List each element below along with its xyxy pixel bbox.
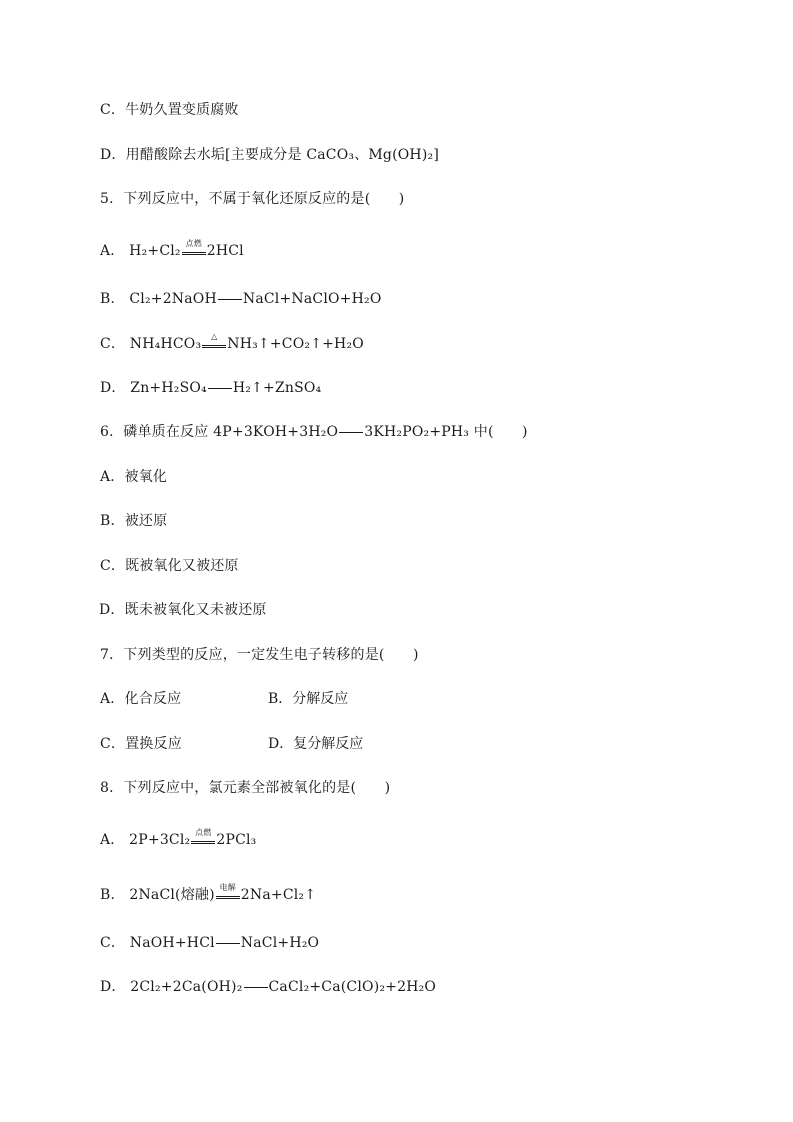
reaction-condition-sign xyxy=(216,885,240,905)
option-label: A． xyxy=(100,243,125,259)
equation-right: NaCl+NaClO+H₂O xyxy=(242,291,382,307)
q5-stem: 5．下列反应中，不属于氧化还原反应的是( ) xyxy=(100,191,405,207)
equals-bar xyxy=(216,943,240,944)
equation-left: H₂+Cl₂ xyxy=(129,243,181,259)
q8-option-a xyxy=(100,830,256,850)
q6-stem-right: 3KH₂PO₂+PH₃ 中( ) xyxy=(364,424,528,440)
q6-option-c: C．既被氧化又被还原 xyxy=(100,558,239,574)
equation-left: 2P+3Cl₂ xyxy=(129,832,191,848)
equals-sign xyxy=(216,933,240,953)
q5-option-b xyxy=(100,289,382,309)
q6-option-b: B．被还原 xyxy=(100,513,168,529)
reaction-condition: 点燃 xyxy=(195,828,212,837)
equation-right: CaCl₂+Ca(ClO)₂+2H₂O xyxy=(268,979,437,995)
q7-option-a: A．化合反应 xyxy=(100,691,182,707)
equals-sign xyxy=(208,378,232,398)
equation-left: 2NaCl(熔融) xyxy=(129,887,215,903)
q8-option-b xyxy=(100,885,316,905)
reaction-condition-sign xyxy=(191,830,215,850)
option-label: B． xyxy=(100,291,125,307)
q8-option-d xyxy=(100,977,436,997)
equals-sign xyxy=(339,422,363,442)
equation-left: NaOH+HCl xyxy=(129,935,215,951)
reaction-condition-sign xyxy=(182,241,206,261)
option-label: C． xyxy=(100,935,126,951)
equation-right: H₂↑+ZnSO₄ xyxy=(232,380,322,396)
option-label: D． xyxy=(100,979,126,995)
reaction-condition-sign xyxy=(202,334,226,354)
reaction-condition: 点燃 xyxy=(185,239,202,248)
reaction-condition: 电解 xyxy=(219,883,236,892)
q5-option-c xyxy=(100,334,364,354)
option-label: B． xyxy=(100,887,125,903)
equation-left: Zn+H₂SO₄ xyxy=(130,380,207,396)
equals-bar xyxy=(339,432,363,433)
equation-right: 2HCl xyxy=(206,243,244,259)
reaction-condition: △ xyxy=(211,332,218,341)
q6-stem xyxy=(100,422,528,442)
equation-left: Cl₂+2NaOH xyxy=(129,291,217,307)
q7-option-c: C．置换反应 xyxy=(100,736,182,752)
equals-bar xyxy=(244,987,268,988)
equals-bar xyxy=(208,388,232,389)
double-bar xyxy=(202,345,226,348)
q6-option-d: D．既未被氧化又未被还原 xyxy=(99,602,267,618)
q4-option-c: C．牛奶久置变质腐败 xyxy=(100,102,239,118)
q8-option-c xyxy=(100,933,319,953)
option-label: D． xyxy=(100,380,126,396)
equals-sign xyxy=(218,289,242,309)
q5-option-d xyxy=(100,378,321,398)
q7-option-d: D．复分解反应 xyxy=(268,736,364,752)
equation-right: 2PCl₃ xyxy=(216,832,257,848)
option-label: A． xyxy=(100,832,125,848)
q6-option-a: A．被氧化 xyxy=(100,469,168,485)
equals-bar xyxy=(218,299,242,300)
double-bar xyxy=(182,252,206,255)
double-bar xyxy=(191,841,215,844)
option-label: C． xyxy=(100,336,126,352)
equation-right: NaCl+H₂O xyxy=(240,935,320,951)
equation-right: 2Na+Cl₂↑ xyxy=(240,887,317,903)
equation-left: 2Cl₂+2Ca(OH)₂ xyxy=(130,979,243,995)
q7-stem: 7．下列类型的反应，一定发生电子转移的是( ) xyxy=(100,647,419,663)
q4-option-d: D．用醋酸除去水垢[主要成分是 CaCO₃、Mg(OH)₂] xyxy=(100,147,439,163)
equation-right: NH₃↑+CO₂↑+H₂O xyxy=(227,336,364,352)
q7-option-b: B．分解反应 xyxy=(268,691,349,707)
q6-stem-left: 6．磷单质在反应 4P+3KOH+3H₂O xyxy=(100,424,339,440)
equals-sign xyxy=(244,977,268,997)
double-bar xyxy=(216,896,240,899)
q8-stem: 8．下列反应中，氯元素全部被氧化的是( ) xyxy=(100,780,391,796)
equation-left: NH₄HCO₃ xyxy=(129,336,202,352)
q5-option-a xyxy=(100,241,244,261)
